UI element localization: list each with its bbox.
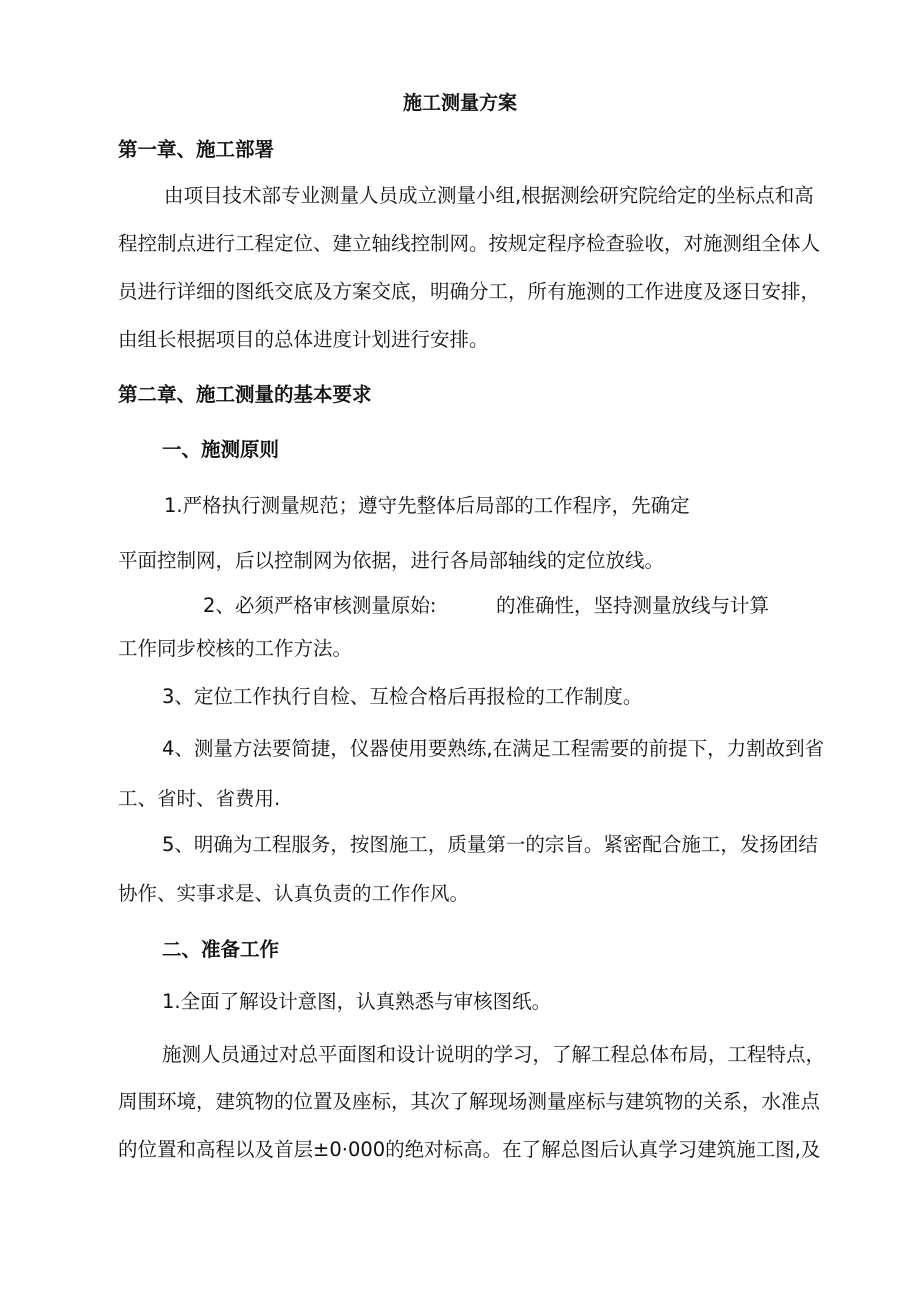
section2-paragraph-line-1: 施测人员通过对总平面图和设计说明的学习，了解工程总体布局，工程特点，: [162, 1043, 826, 1066]
section1-item5-line-1: 5、明确为工程服务，按图施工，质量第一的宗旨。紧密配合施工，发扬团结: [162, 833, 818, 856]
chapter1-paragraph-line-4: 由组长根据项目的总体进度计划进行安排。: [118, 328, 489, 351]
chapter1-heading: 第一章、施工部署: [118, 138, 275, 161]
section1-item2-line-2: 工作同步校核的工作方法。: [118, 637, 353, 660]
section1-item3: 3、定位工作执行自检、互检合格后再报检的工作制度。: [162, 685, 643, 708]
section1-item1-line-1: 1.严格执行测量规范；遵守先整体后局部的工作程序，先确定: [164, 494, 690, 517]
section2-item1: 1.全面了解设计意图，认真熟悉与审核图纸。: [162, 990, 552, 1013]
section1-heading: 一、施测原则: [162, 438, 280, 461]
section1-item2-part1: 2、必须严格审核测量原始:: [203, 594, 437, 617]
document-title: 施工测量方案: [402, 92, 517, 114]
section1-item5-line-2: 协作、实事求是、认真负责的工作作风。: [118, 882, 470, 905]
section1-item4-line-1: 4、测量方法要简捷，仪器使用要熟练,在满足工程需要的前提下，力割故到省: [162, 737, 825, 760]
section1-item1-line-2: 平面控制网，后以控制网为依据，进行各局部轴线的定位放线。: [118, 549, 665, 572]
section2-paragraph-line-3: 的位置和高程以及首层±0·000的绝对标高。在了解总图后认真学习建筑施工图,及: [118, 1138, 821, 1161]
chapter1-paragraph-line-2: 程控制点进行工程定位、建立轴线控制网。按规定程序检查验收，对施测组全体人: [118, 232, 821, 255]
section2-paragraph-line-2: 周围环境，建筑物的位置及座标，其次了解现场测量座标与建筑物的关系，水准点: [118, 1090, 821, 1113]
chapter1-paragraph-line-1: 由项目技术部专业测量人员成立测量小组,根据测绘研究院给定的坐标点和高: [164, 184, 814, 207]
section2-heading: 二、准备工作: [162, 938, 280, 961]
chapter2-heading: 第二章、施工测量的基本要求: [118, 383, 372, 406]
section1-item4-line-2: 工、省时、省费用.: [118, 787, 281, 810]
section1-item2-part2: 的准确性，坚持测量放线与计算: [496, 594, 770, 617]
chapter1-paragraph-line-3: 员进行详细的图纸交底及方案交底，明确分工，所有施测的工作进度及逐日安排，: [118, 280, 821, 303]
